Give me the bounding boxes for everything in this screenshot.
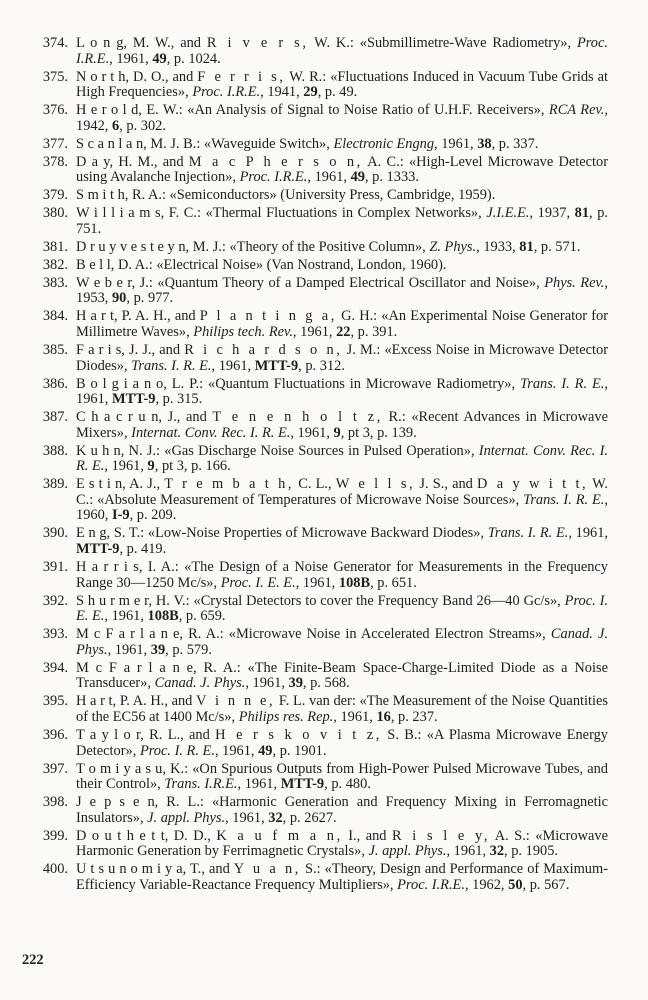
reference-text: W. R.: «Fluctuations Induced in Vacuum Tube Grids at High Frequencies», [76,68,609,101]
journal-title: Internat. Conv. Rec. I. R. E. [131,424,291,441]
reference-text: , 1961, [290,424,334,441]
volume-number: 39 [150,641,166,658]
journal-title: Proc. I. R. E. [139,742,215,759]
journal-title: J. appl. Phys. [368,843,447,860]
reference-text: , p. 419. [119,541,167,558]
reference-text: H a r t, P. A. H., and [76,693,197,710]
reference-entry [38,661,608,692]
volume-number: MTT-9 [280,776,325,793]
reference-text: H e r o l d, E. W.: «An Analysis of Signal to Noise Ratio of U.H.F. Receivers», [76,102,549,119]
reference-text: H a r r i s, I. A.: «The Design of a Noise Generator for Measurements in the Frequency Range 30—1250 Mc/s», [76,559,608,591]
reference-text: , 1961, [225,809,269,826]
reference-text: W e l l s, [335,476,416,493]
journal-title: Z. Phys. [429,238,477,255]
reference-entry [38,137,608,153]
reference-text: , 1961, [104,458,148,475]
journal-title: Proc. I.R.E. [397,876,465,893]
reference-text: G. H.: «An Experimental Noise Generator for Millimetre Waves», [76,308,608,340]
reference-text: P l a n t i n g a, [199,308,337,325]
reference-text: , 1961, [109,50,153,67]
reference-number: 374. [42,35,68,51]
volume-number: MTT-9 [76,541,120,558]
volume-number: 108B [147,608,179,625]
journal-title: Philips tech. Rev. [193,324,293,340]
reference-text: R i s l e y, [391,827,491,844]
reference-text: , p. 315. [155,391,203,408]
reference-entry [38,155,608,186]
reference-text: , 1961, [292,324,337,340]
reference-text: V i n n e, [196,693,276,710]
reference-text: T o m i y a s u, K.: «On Spurious Outputs from High-Power Pulsed Microwave Tubes, and their Control», [76,760,608,793]
reference-text: , 1961, [104,608,148,625]
reference-entry [38,276,608,307]
reference-text: , p. 1905. [504,843,558,860]
volume-number: 108B [338,574,371,591]
reference-number: 375. [42,68,68,85]
reference-entry [38,103,608,134]
reference-text: , p. 977. [126,290,174,307]
reference-number: 391. [42,559,68,576]
volume-number: 16 [376,708,391,725]
reference-text: , p. 2627. [282,809,337,826]
reference-text: , 1961, [245,675,289,692]
reference-text: S h u r m e r, H. V.: «Crystal Detectors to cover the Frequency Band 26—40 Gc/s», [76,592,565,609]
reference-text: , 1961, [237,776,281,793]
reference-number: 380. [42,205,68,222]
reference-text: F. L. van der: «The Measurement of the Noise Quantities of the EC56 at 1400 Mc/s», [76,693,608,725]
reference-text: N o r t h, D. O., and [76,68,198,85]
reference-text: S.: «Theory, Design and Performance of Maximum-Efficiency Variable-Reactance Frequency Multipliers», [76,861,608,893]
reference-text: T r e m b a t h, [164,476,295,493]
reference-entry [38,36,608,67]
reference-text: , p. 1901. [272,742,327,759]
volume-number: 22 [336,324,351,340]
reference-text: M c F a r l a n e, R. A.: «The Finite-Beam Space-Charge-Limited Diode as a Noise Transducer», [76,659,608,692]
journal-title: RCA Rev. [548,102,605,119]
reference-number: 386. [42,375,68,392]
reference-text: , 1961, [107,641,151,658]
reference-text: C h a c r u n, J., and [76,409,213,426]
reference-text: , 1961, [76,375,608,408]
reference-number: 396. [42,726,68,743]
reference-entry [38,477,608,524]
reference-number: 390. [42,525,68,542]
reference-entry [38,70,608,101]
journal-title: Phys. Rev. [544,274,605,291]
journal-title: Proc. I. E. E. [76,592,608,625]
reference-text: , 1937, [529,205,575,222]
journal-title: Trans. I. R. E. [520,375,605,392]
reference-number: 388. [42,442,68,459]
volume-number: MTT-9 [111,391,156,408]
reference-number: 393. [42,626,68,643]
reference-entry [38,188,608,204]
reference-entry [38,377,608,408]
reference-number: 387. [42,409,68,426]
reference-entry [38,627,608,658]
reference-entry [38,309,608,340]
volume-number: 6 [111,117,120,134]
reference-text: M c F a r l a n e, R. A.: «Microwave Noise in Accelerated Electron Streams», [76,626,551,643]
reference-entry [38,862,608,893]
reference-text: , p. 659. [178,608,226,625]
reference-text: J e p s e n, R. L.: «Harmonic Generation and Frequency Mixing in Ferromagnetic Insulators», [76,794,608,826]
journal-title: Electronic Engng [333,135,435,152]
volume-number: 49 [258,742,273,759]
reference-entry [38,829,608,860]
volume-number: 38 [477,135,492,152]
reference-text: , p. 567. [522,876,570,893]
journal-title: Trans. I. R. E. [131,357,212,374]
reference-number: 389. [42,476,68,493]
reference-text: A. C.: «High-Level Microwave Detector using Avalanche Injection», [76,153,608,186]
reference-text: , pt 3, p. 166. [154,458,231,475]
reference-text: U t s u n o m i y a, T., and [76,861,234,878]
reference-text: D a y w i t t, [477,476,589,493]
reference-text: D r u y v e s t e y n, M. J.: «Theory of the Positive Column», [76,238,430,255]
reference-number: 377. [42,135,68,152]
reference-text: , 1961, [307,169,351,186]
journal-title: Proc. I.R.E. [239,169,308,186]
reference-text: , 1953, [76,274,608,307]
reference-text: , p. 1333. [364,169,419,186]
reference-text: W i l l i a m s, F. C.: «Thermal Fluctuations in Complex Networks», [76,205,487,222]
reference-text: C. L., [294,476,336,493]
reference-list [38,36,608,896]
reference-text: H a r t, P. A. H., and [76,308,200,325]
reference-number: 384. [42,308,68,325]
volume-number: 39 [288,675,303,692]
journal-title: Philips res. Rep. [238,708,334,725]
reference-text: , p. 337. [491,135,539,152]
reference-text: J. M.: «Excess Noise in Microwave Detector Diodes», [76,341,608,374]
reference-text: , p. 237. [390,708,438,725]
journal-title: Trans. I. R. E. [487,525,569,542]
reference-text: , p. 571. [533,238,581,255]
reference-text: E s t i n, A. J., [76,476,165,493]
reference-entry [38,526,608,557]
reference-text: D a y, H. M., and [76,153,189,170]
reference-number: 397. [42,760,68,777]
reference-entry [38,560,608,591]
reference-number: 399. [42,827,68,844]
reference-text: , p. 480. [324,776,371,793]
reference-text: I., and [342,827,392,844]
volume-number: 49 [152,50,167,67]
reference-entry [38,206,608,237]
reference-text: S m i t h, R. A.: «Semiconductors» (University Press, Cambridge, 1959). [76,187,496,204]
reference-text: A. S.: «Microwave Harmonic Generation by Ferrimagnetic Crystals», [76,827,608,860]
reference-text: , 1961, [434,135,478,152]
reference-text: H e r s k o v i t z, [215,726,382,743]
reference-text: T e n e n h o l t z, [212,409,383,426]
reference-text: Y u a n, [233,861,301,878]
reference-entry [38,762,608,793]
reference-number: 379. [42,187,68,204]
reference-text: J. S., and [415,476,477,493]
reference-text: , p. 391. [350,324,398,340]
reference-text: , 1961, [211,357,255,374]
journal-title: Trans. I.R.E. [164,776,238,793]
volume-number: MTT-9 [254,357,299,374]
reference-number: 400. [42,861,68,878]
reference-text: S. B.: «A Plasma Microwave Energy Detector», [76,726,608,759]
volume-number: I-9 [111,507,130,524]
reference-entry [38,728,608,759]
reference-entry [38,444,608,475]
volume-number: 90 [111,290,127,307]
journal-title: Proc. I. E. E. [220,574,296,591]
reference-text: , p. 209. [129,507,177,524]
reference-text: , p. 49. [317,84,358,101]
reference-entry [38,258,608,274]
reference-number: 383. [42,274,68,291]
reference-entry [38,343,608,374]
journal-title: Canad. J. Phys. [154,675,246,692]
journal-title: J.I.E.E. [486,205,530,222]
volume-number: 49 [350,169,365,186]
journal-title: Proc. I.R.E. [192,84,261,101]
reference-text: E n g, S. T.: «Low-Noise Properties of Microwave Backward Diodes», [76,525,488,542]
volume-number: 29 [303,84,318,101]
reference-text: , 1960, [76,491,609,524]
reference-text: T a y l o r, R. L., and [76,726,216,743]
volume-number: 32 [268,809,283,826]
volume-number: 9 [333,424,341,441]
reference-text: B o l g i a n o, L. P.: «Quantum Fluctuations in Microwave Radiometry», [76,375,521,392]
reference-text: K a u f m a n, [216,827,343,844]
reference-number: 395. [42,693,68,710]
reference-text: F e r r i s, [197,68,286,85]
volume-number: 32 [489,843,505,860]
reference-number: 398. [42,794,68,811]
journal-title: Canad. J. Phys. [76,626,609,658]
volume-number: 81 [574,205,590,222]
reference-number: 382. [42,256,68,273]
reference-entry [38,694,608,725]
reference-entry [38,410,608,441]
reference-text: D o u t h e t t, D. D., [76,827,217,844]
reference-text: W e b e r, J.: «Quantum Theory of a Damped Electrical Oscillator and Noise», [76,274,545,291]
reference-entry [38,594,608,625]
page-number: 222 [22,952,44,968]
reference-text: , p. 751. [76,205,609,237]
reference-text: , p. 302. [119,117,166,134]
reference-number: 394. [42,659,68,676]
reference-text: L o n g, M. W., and [76,35,207,51]
reference-text: R i v e r s, [206,35,309,51]
journal-title: Proc. I.R.E. [76,35,608,67]
reference-text: , p. 312. [298,357,345,374]
reference-text: , 1962, [464,876,509,893]
reference-text: , 1961, [568,525,609,542]
reference-text: F a r i s, J. J., and [76,341,185,358]
volume-number: 50 [508,876,523,893]
volume-number: 9 [147,458,155,475]
reference-number: 385. [42,341,68,358]
volume-number: 81 [519,238,534,255]
reference-text: , p. 651. [370,574,417,591]
journal-title: Internat. Conv. Rec. I. R. E. [76,442,608,475]
reference-number: 378. [42,153,68,170]
reference-text: , 1961, [214,742,259,759]
reference-text: , p. 579. [165,641,212,658]
reference-text: K u h n, N. J.: «Gas Discharge Noise Sources in Pulsed Operation», [76,442,479,459]
reference-entry [38,240,608,256]
journal-title: Trans. I. R. E. [523,491,605,508]
reference-text: B e l l, D. A.: «Electrical Noise» (Van Nostrand, London, 1960). [76,256,447,273]
reference-text: W. K.: «Submillimetre-Wave Radiometry», [308,35,577,51]
reference-text: , 1961, [333,708,377,725]
reference-text: , 1961, [446,843,490,860]
reference-text: M a c P h e r s o n, [188,153,363,170]
reference-text: R i c h a r d s o n, [184,341,343,358]
reference-text: , pt 3, p. 139. [340,424,417,441]
reference-text: , 1942, [76,102,608,134]
reference-text: , p. 1024. [166,50,221,67]
reference-text: S c a n l a n, M. J. B.: «Waveguide Switch», [76,135,334,152]
reference-number: 381. [42,238,68,255]
reference-text: , 1933, [476,238,520,255]
reference-text: R.: «Recent Advances in Microwave Mixers», [76,409,608,441]
reference-text: , 1941, [260,84,304,101]
reference-number: 392. [42,592,68,609]
reference-text: , 1961, [295,574,339,591]
reference-number: 376. [42,102,68,119]
journal-title: J. appl. Phys. [147,809,226,826]
reference-text: W. C.: «Absolute Measurement of Temperatures of Microwave Noise Sources», [76,476,608,508]
reference-text: , p. 568. [302,675,350,692]
reference-entry [38,795,608,826]
